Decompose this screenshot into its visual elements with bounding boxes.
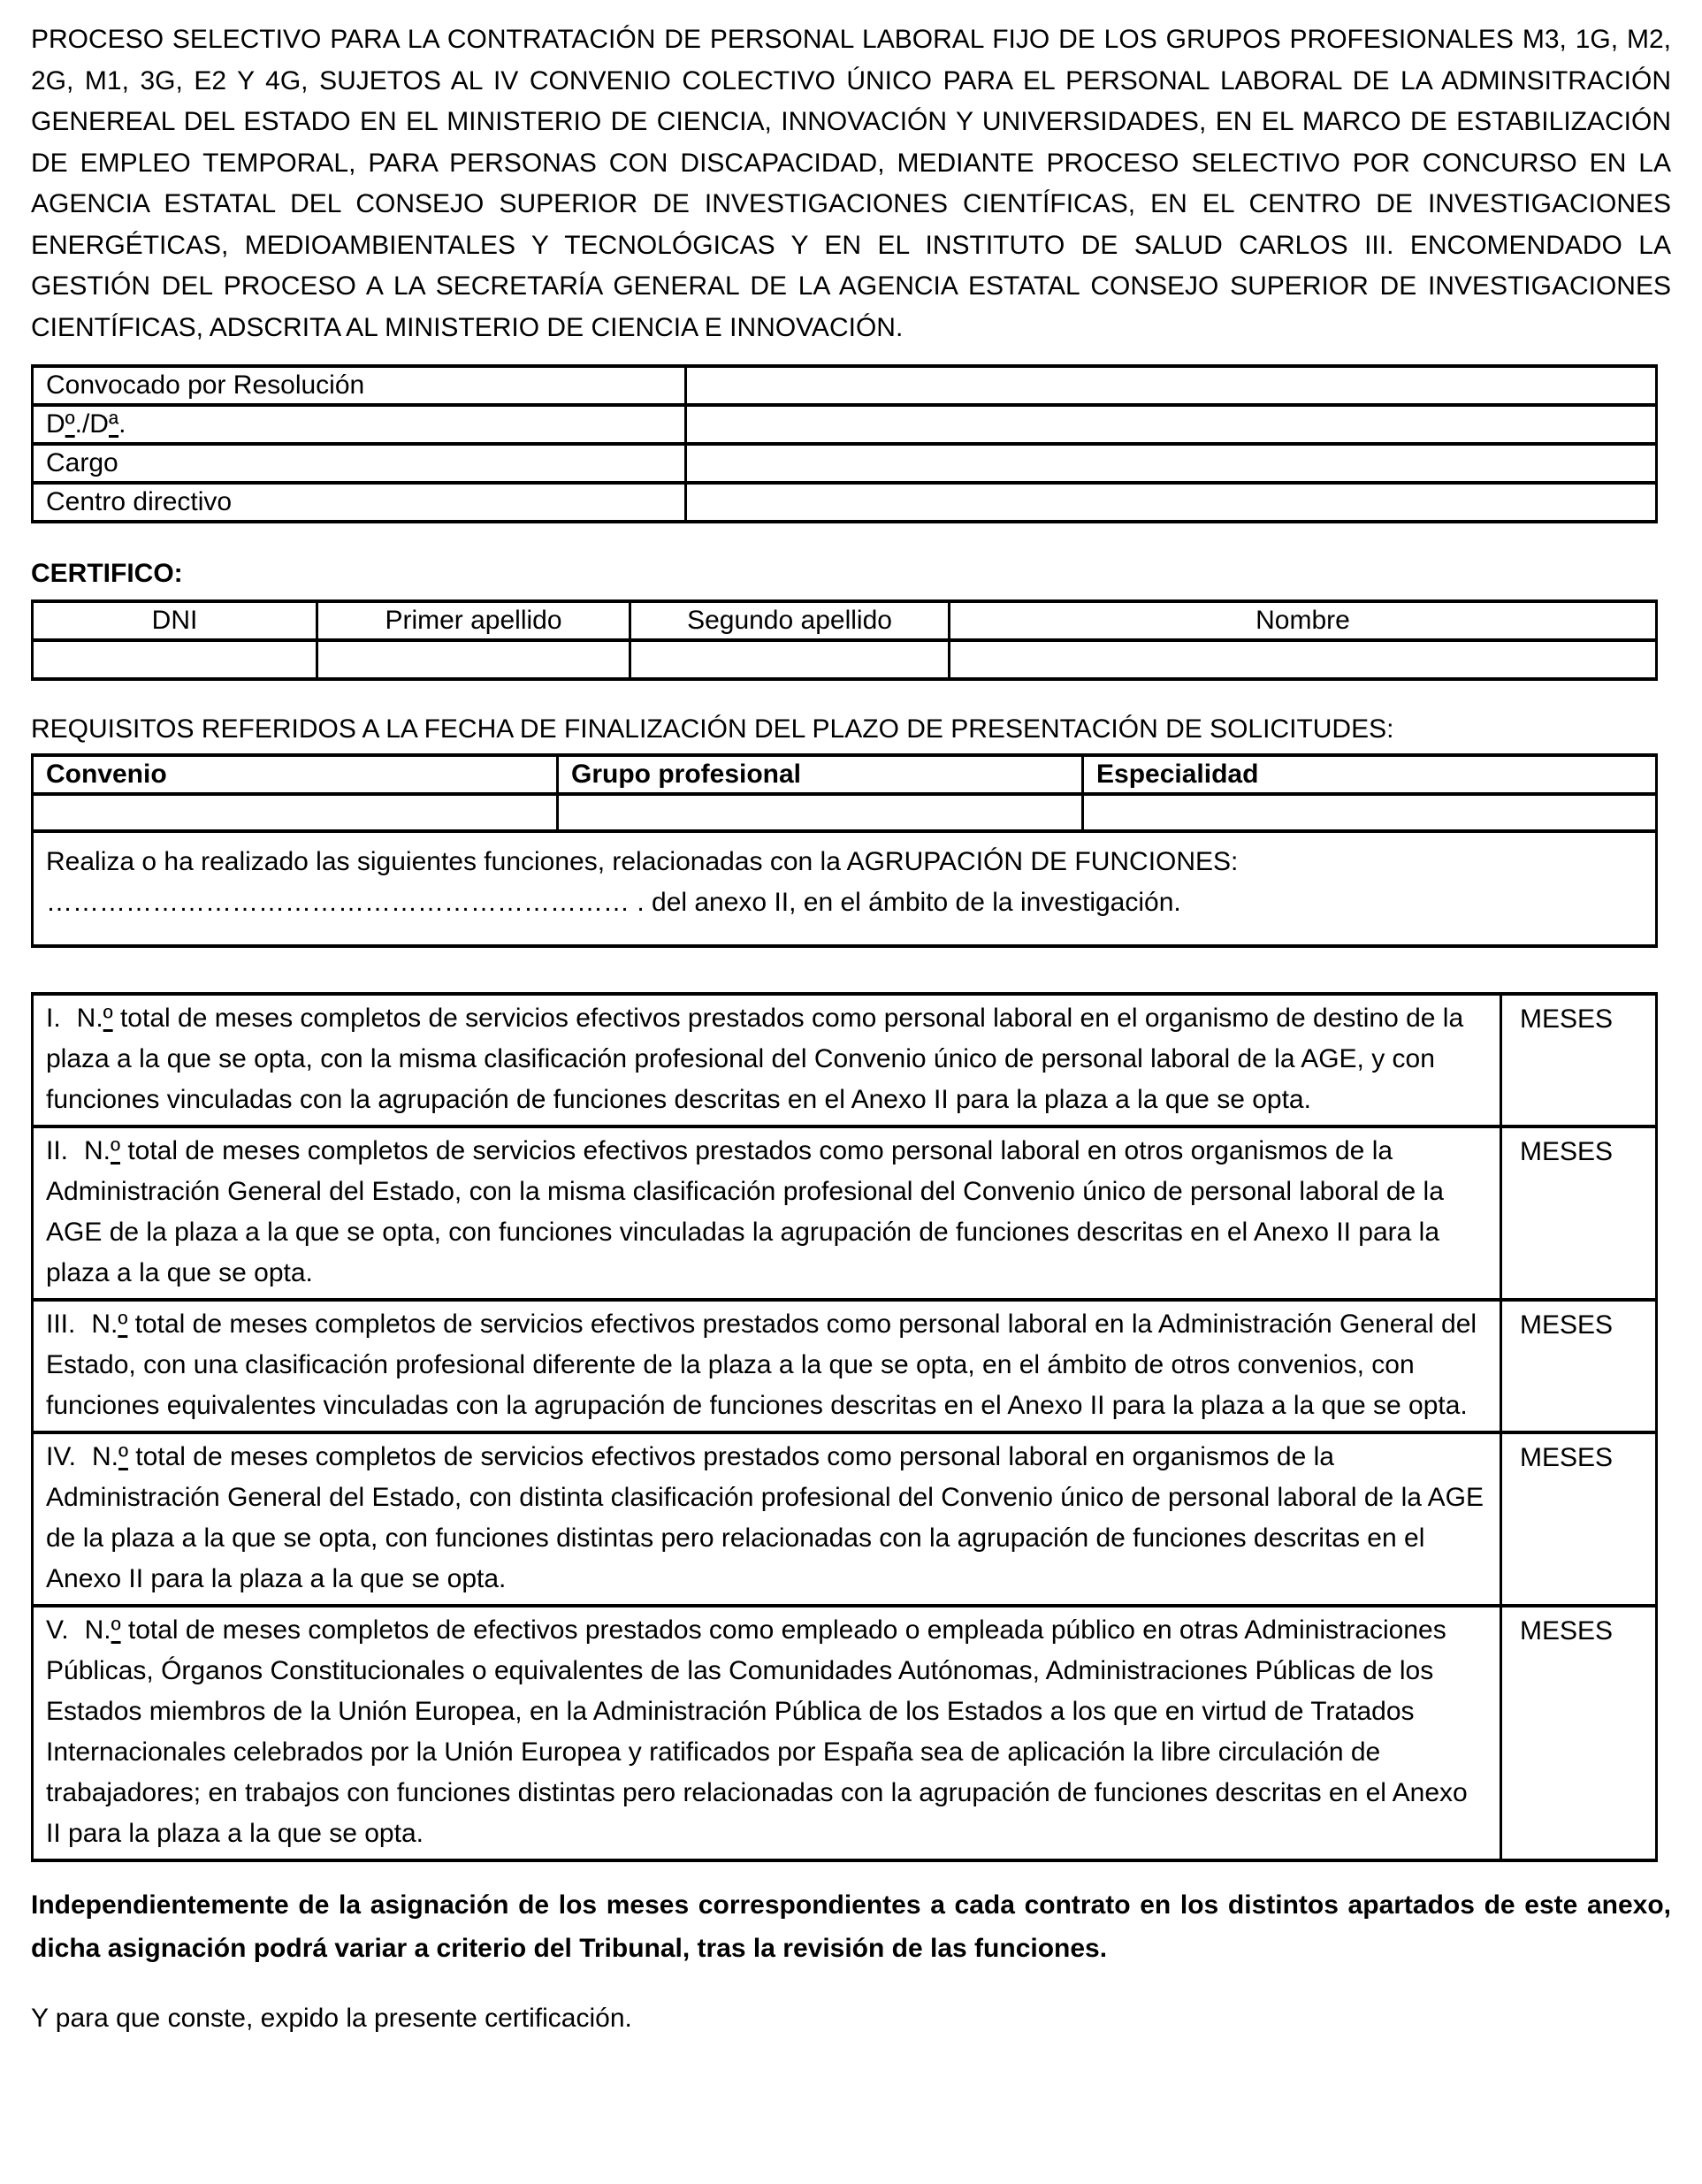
requisitos-table: [31, 753, 1658, 948]
meses-row-1-text: N.º total de meses completos de servicios efectivos prestados como personal laboral en el organismo de destino de la plaza a la que se opta, con la misma clasificación profesional del Convenio único de personal laboral de la AGE, y con funciones vinculadas con la agrupación de funciones descritas en el Anexo II para la plaza a la que se opta.: [46, 1004, 1464, 1114]
table-header-row: [33, 601, 1657, 640]
resolution-label-honorific: Dº./Dª.: [33, 405, 686, 444]
tribunal-note: Independientemente de la asignación de los meses correspondientes a cada contrato en los distintos apartados de este anexo, dicha asignación podrá variar a criterio del Tribunal, tras la revisión de las funciones.: [31, 1890, 1671, 1963]
table-row: [33, 1606, 1657, 1860]
table-row: [33, 483, 1657, 522]
identity-header-nombre: Nombre: [950, 601, 1657, 640]
table-row: [33, 794, 1657, 831]
table-row: [33, 366, 1657, 405]
table-row: [33, 405, 1657, 444]
meses-row-1-description: [33, 994, 1501, 1126]
meses-row-5-numeral: V.: [46, 1615, 69, 1645]
meses-row-4-text: N.º total de meses completos de servicios efectivos prestados como personal laboral en organismos de la Administración General del Estado, con distinta clasificación profesional del Convenio único de personal laboral de la AGE de la plaza a la que se opta, con funciones distintas pero relacionadas con la agrupación de funciones descritas en el Anexo II para la plaza a la que se opta.: [46, 1442, 1484, 1593]
meses-table: [31, 992, 1658, 1862]
resolution-label-convocado: Convocado por Resolución: [33, 366, 686, 405]
resolution-value-convocado: [686, 366, 1657, 405]
header-paragraph: PROCESO SELECTIVO PARA LA CONTRATACIÓN DE PERSONAL LABORAL FIJO DE LOS GRUPOS PROFESIONALES M3, 1G, M2, 2G, M1, 3G, E2 Y 4G, SUJETOS AL IV CONVENIO COLECTIVO ÚNICO PARA EL PERSONAL LABORAL DE LA ADMINSITRACIÓN GENEREAL DEL ESTADO EN EL MINISTERIO DE CIENCIA, INNOVACIÓN Y UNIVERSIDADES, EN EL MARCO DE ESTABILIZACIÓN DE EMPLEO TEMPORAL, PARA PERSONAS CON DISCAPACIDAD, MEDIANTE PROCESO SELECTIVO POR CONCURSO EN LA AGENCIA ESTATAL DEL CONSEJO SUPERIOR DE INVESTIGACIONES CIENTÍFICAS, EN EL CENTRO DE INVESTIGACIONES ENERGÉTICAS, MEDIOAMBIENTALES Y TECNOLÓGICAS Y EN EL INSTITUTO DE SALUD CARLOS III. ENCOMENDADO LA GESTIÓN DEL PROCESO A LA SECRETARÍA GENERAL DE LA AGENCIA ESTATAL CONSEJO SUPERIOR DE INVESTIGACIONES CIENTÍFICAS, ADSCRITA AL MINISTERIO DE CIENCIA E INNOVACIÓN.: [31, 25, 1671, 342]
table-row: [33, 831, 1657, 946]
table-row: [33, 994, 1657, 1126]
identity-value-segundo-apellido: [630, 640, 950, 679]
meses-row-2-text: N.º total de meses completos de servicios efectivos prestados como personal laboral en otros organismos de la Administración General del Estado, con la misma clasificación profesional del Convenio único de personal laboral de la AGE de la plaza a la que se opta, con funciones vinculadas la agrupación de funciones descritas en el Anexo II para la plaza a la que se opta.: [46, 1136, 1444, 1287]
table-row: [33, 1432, 1657, 1606]
meses-row-2-unit: MESES: [1501, 1126, 1657, 1300]
identity-value-primer-apellido: [317, 640, 630, 679]
meses-row-5-text: N.º total de meses completos de efectivos prestados como empleado o empleada público en otras Administraciones Públicas, Órganos Constitucionales o equivalentes de las Comunidades Autónomas, Administraciones Públicas de los Estados miembros de la Unión Europea, en la Administración Pública de los Estados a los que en virtud de Tratados Internacionales celebrados por la Unión Europea y ratificados por España sea de aplicación la libre circulación de trabajadores; en trabajos con funciones distintas pero relacionadas con la agrupación de funciones descritas en el Anexo II para la plaza a la que se opta.: [46, 1615, 1468, 1848]
resolution-value-honorific: [686, 405, 1657, 444]
table-row: [33, 1300, 1657, 1432]
requisitos-value-especialidad: [1083, 794, 1657, 831]
funciones-note-cell: [33, 831, 1657, 946]
meses-row-2-description: [33, 1126, 1501, 1300]
meses-row-5-description: [33, 1606, 1501, 1860]
meses-row-4-unit: MESES: [1501, 1432, 1657, 1606]
closing-line: Y para que conste, expido la presente certificación.: [31, 2004, 632, 2033]
meses-row-1-numeral: I.: [46, 1004, 61, 1033]
meses-row-3-description: [33, 1300, 1501, 1432]
table-row: [33, 1126, 1657, 1300]
requisitos-header-especialidad: Especialidad: [1083, 755, 1657, 794]
resolution-value-cargo: [686, 444, 1657, 483]
table-header-row: [33, 755, 1657, 794]
meses-row-3-unit: MESES: [1501, 1300, 1657, 1432]
funciones-note-line1: Realiza o ha realizado las siguientes funciones, relacionadas con la AGRUPACIÓN DE FUNCIONES:: [46, 847, 1239, 876]
identity-header-segundo-apellido: Segundo apellido: [630, 601, 950, 640]
meses-row-4-description: [33, 1432, 1501, 1606]
table-row: [33, 444, 1657, 483]
meses-row-3-numeral: III.: [46, 1310, 76, 1339]
meses-row-3-text: N.º total de meses completos de servicios efectivos prestados como personal laboral en la Administración General del Estado, con una clasificación profesional diferente de la plaza a la que se opta, en el ámbito de otros convenios, con funciones equivalentes vinculadas con la agrupación de funciones descritas en el Anexo II para la plaza a la que se opta.: [46, 1310, 1477, 1420]
meses-row-1-unit: MESES: [1501, 994, 1657, 1126]
resolution-label-cargo: Cargo: [33, 444, 686, 483]
identity-value-dni: [33, 640, 317, 679]
meses-row-4-numeral: IV.: [46, 1442, 76, 1471]
requisitos-header-convenio: Convenio: [33, 755, 558, 794]
resolution-value-centro: [686, 483, 1657, 522]
resolution-table: [31, 364, 1658, 523]
identity-header-primer-apellido: Primer apellido: [317, 601, 630, 640]
identity-table: [31, 599, 1658, 681]
meses-row-2-numeral: II.: [46, 1136, 69, 1165]
table-row: [33, 640, 1657, 679]
requisitos-value-grupo: [558, 794, 1083, 831]
requisitos-value-convenio: [33, 794, 558, 831]
resolution-label-centro: Centro directivo: [33, 483, 686, 522]
identity-value-nombre: [950, 640, 1657, 679]
meses-row-5-unit: MESES: [1501, 1606, 1657, 1860]
requisitos-heading: REQUISITOS REFERIDOS A LA FECHA DE FINALIZACIÓN DEL PLAZO DE PRESENTACIÓN DE SOLICITUDES:: [31, 714, 1394, 744]
certifico-heading: CERTIFICO:: [31, 559, 183, 588]
identity-header-dni: DNI: [33, 601, 317, 640]
requisitos-header-grupo: Grupo profesional: [558, 755, 1083, 794]
funciones-note-line2: ………………………………………………………… . del anexo II, en el ámbito de la investigación.: [46, 888, 1181, 917]
